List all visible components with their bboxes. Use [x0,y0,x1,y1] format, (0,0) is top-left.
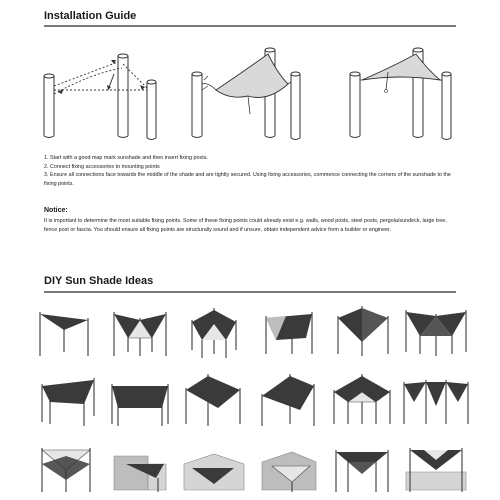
installation-title: Installation Guide [44,10,137,22]
ideas-title: DIY Sun Shade Ideas [44,275,154,287]
idea-8-rectangle [104,366,176,428]
installation-steps [44,154,459,188]
idea-7-rectangle [30,366,102,428]
idea-2-double-triangle [104,298,176,360]
notice-title: Notice: [44,207,68,214]
step-2: 2. Connect fixing accessories to mounting points [44,163,160,170]
ideas-grid [30,298,470,494]
idea-5-double-triangle [326,298,398,360]
step-1: 1. Start with a good map mark sunshade and then insert fixing posts. [44,155,208,161]
idea-15-courtyard [178,434,250,496]
idea-3-hexagon [178,298,250,360]
installation-illustrations [30,34,470,142]
step-3: 3. Ensure all connections face towards the middle of the shade and are tightly secured. Using fixing accessories, commence connecting the corners of the sunshade to the fixing points. [44,172,451,187]
idea-14-wall-mounted [104,434,176,496]
idea-18-over-structure [400,434,472,496]
idea-4-square-corner [252,298,324,360]
shade-tensioned-illustration [326,34,466,142]
idea-1-triangle [30,298,102,360]
idea-10-sail [252,366,324,428]
ideas-title-rule [44,291,456,293]
posts-with-dashed-triangle-illustration [30,34,170,142]
shade-lifted-illustration [178,34,318,142]
idea-16-corner-wall [252,434,324,496]
idea-12-multi-sail [400,366,472,428]
idea-17-framed [326,434,398,496]
installation-title-rule [44,25,456,27]
idea-9-hyperbolic [178,366,250,428]
idea-6-triple-triangle [400,298,472,360]
idea-11-star [326,366,398,428]
notice-text: It is important to determine the most suitable fixing points. Some of these fixing points could already exist e.g. walls, wood posts, steel posts, pergola/sundeck, large tree, fence post or fascia. You should ensure all fixing points are structurally sound and if unsure, obtain independent advice from a builder or engineer. [44,218,447,233]
idea-13-layered-triangles [30,434,102,496]
